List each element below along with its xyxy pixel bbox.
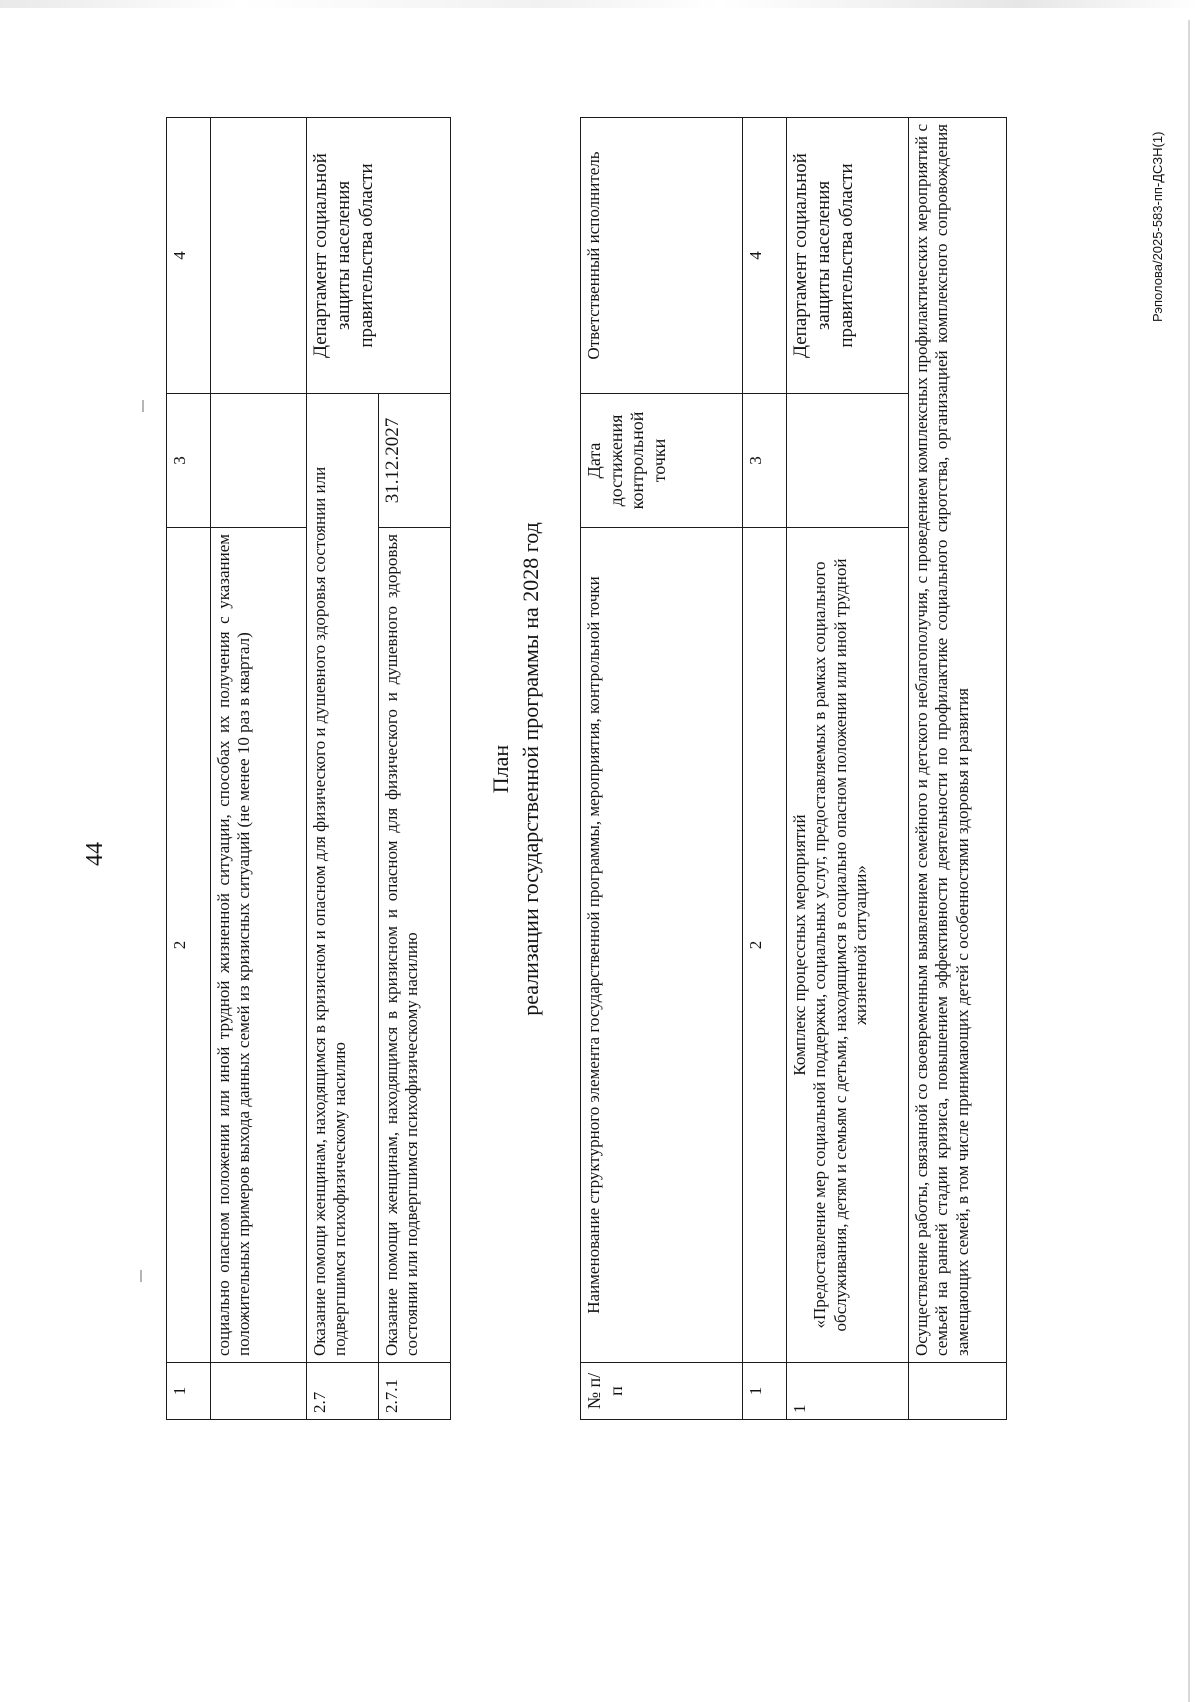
continuation-text: социально опасном положении или иной трудной жизненной ситуации, способах их получения с указанием положительных примеров выхода данных семей из кризисных ситуаций (не менее 10 раз в квартал) xyxy=(211,528,307,1363)
complex-name-cell xyxy=(787,528,909,1363)
complex-body: «Предоставление мер социальной поддержки, социальных услуг, предоставляемых в рамках социального обслуживания, детям и семьям с детьми, находящимся в социально опасном положении или иной трудной жизненной ситуации» xyxy=(810,558,871,1332)
document-code: Рэполова/2025-583-пп-ДСЗН(1) xyxy=(1150,131,1165,322)
plan-subtitle: реализации государственной программы на 2028 год xyxy=(517,522,543,1016)
header-date: Дата достижения контрольной точки xyxy=(581,394,743,528)
numbering-row xyxy=(743,118,787,1420)
num-cell xyxy=(211,1363,307,1420)
num-cell: 2.7.1 xyxy=(379,1363,451,1420)
continuation-table xyxy=(166,117,451,1420)
header-responsible: Ответственный исполнитель xyxy=(581,118,743,394)
date-cell xyxy=(211,394,307,528)
header-num: № п/п xyxy=(581,1363,743,1420)
num-cell xyxy=(909,1363,1007,1420)
plan-table xyxy=(580,117,1007,1420)
responsible-cell: Департамент социальной защиты населения правительства области xyxy=(787,118,909,394)
header-name: Наименование структурного элемента государственной программы, мероприятия, контрольной точки xyxy=(581,528,743,1363)
table-header-row xyxy=(581,118,743,1420)
header-cell: 3 xyxy=(167,394,211,528)
table-row xyxy=(909,118,1007,1420)
complex-heading: Комплекс процессных мероприятий xyxy=(790,814,809,1076)
numbering-cell: 1 xyxy=(743,1363,787,1420)
table-row xyxy=(211,118,307,1420)
numbering-cell: 3 xyxy=(743,394,787,528)
date-cell: 31.12.2027 xyxy=(379,394,451,528)
plan-title: План xyxy=(488,744,513,794)
row-text: Оказание помощи женщинам, находящимся в кризисном и опасном для физического и душевного здоровья состоянии или подвергшимся психофизическому насилию xyxy=(379,528,451,1363)
header-cell: 1 xyxy=(167,1363,211,1420)
table-row xyxy=(307,118,379,1420)
responsible-cell xyxy=(211,118,307,394)
plan-title-block xyxy=(486,118,545,1420)
numbering-cell: 4 xyxy=(743,118,787,394)
task-text: Осуществление работы, связанной со своевременным выявлением семейного и детского неблагополучия, с проведением комплексных профилактических мероприятий с семьей на ранней стадии кризиса, повышением эффективности деятельности по профилактике социального сиротства, организацией комплексного сопровождения замещающих семей, в том числе принимающих детей с особенностями здоровья и развития xyxy=(909,118,1007,1363)
num-cell: 2.7 xyxy=(307,1363,379,1420)
header-cell: 4 xyxy=(167,118,211,394)
header-cell: 2 xyxy=(167,528,211,1363)
date-cell xyxy=(787,394,909,528)
numbering-cell: 2 xyxy=(743,528,787,1363)
responsible-cell: Департамент социальной защиты населения правительства области xyxy=(307,118,451,394)
table-header-row xyxy=(167,118,211,1420)
page-number: 44 xyxy=(82,842,108,866)
num-cell: 1 xyxy=(787,1363,909,1420)
table-row xyxy=(787,118,909,1420)
row-text: Оказание помощи женщинам, находящимся в кризисном и опасном для физического и душевного здоровья состоянии или подвергшимся психофизическому насилию xyxy=(307,394,379,1363)
